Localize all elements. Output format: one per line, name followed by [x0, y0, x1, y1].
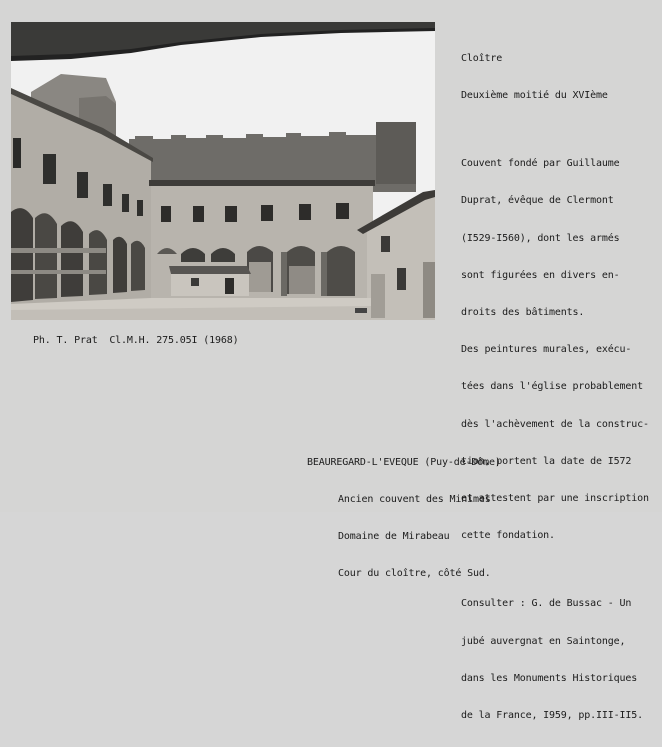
- consult-line: de la France, I959, pp.III-II5.: [461, 709, 643, 721]
- description-line: Duprat, évêque de Clermont: [461, 195, 614, 207]
- caption-line: Ancien couvent des Minimes: [338, 494, 491, 506]
- consult-line: jubé auvergnat en Saintonge,: [461, 635, 626, 647]
- description-line: cette fondation.: [461, 530, 555, 542]
- photo-credit: Ph. T. Prat Cl.M.H. 275.05I (1968): [33, 335, 239, 346]
- heading-line: Deuxième moitié du XVIème: [461, 90, 608, 102]
- heading-line: Cloître: [461, 52, 503, 64]
- description-line: tées dans l'église probablement: [461, 381, 643, 393]
- consult-line: Consulter : G. de Bussac - Un: [461, 598, 632, 610]
- description-line: sont figurées en divers en-: [461, 269, 620, 281]
- caption-line: Domaine de Mirabeau: [338, 531, 450, 543]
- cloister-photo-image: [11, 22, 435, 320]
- caption-place: BEAUREGARD-L'EVEQUE (Puy-de-Dôme): [307, 456, 501, 468]
- cloister-photograph: [11, 22, 435, 320]
- description-line: (I529-I560), dont les armés: [461, 232, 620, 244]
- notes-block: [461, 28, 649, 747]
- description-line: Des peintures murales, exécu-: [461, 344, 632, 356]
- description-line: droits des bâtiments.: [461, 306, 585, 318]
- description-line: et attestent par une inscription: [461, 493, 649, 505]
- location-caption: [307, 432, 501, 606]
- description-line: dès l'achèvement de la construc-: [461, 418, 649, 430]
- consult-line: dans les Monuments Historiques: [461, 672, 638, 684]
- description-line: tion, portent la date de I572: [461, 455, 632, 467]
- caption-line: Cour du cloître, côté Sud.: [338, 568, 491, 580]
- description-line: Couvent fondé par Guillaume: [461, 158, 620, 170]
